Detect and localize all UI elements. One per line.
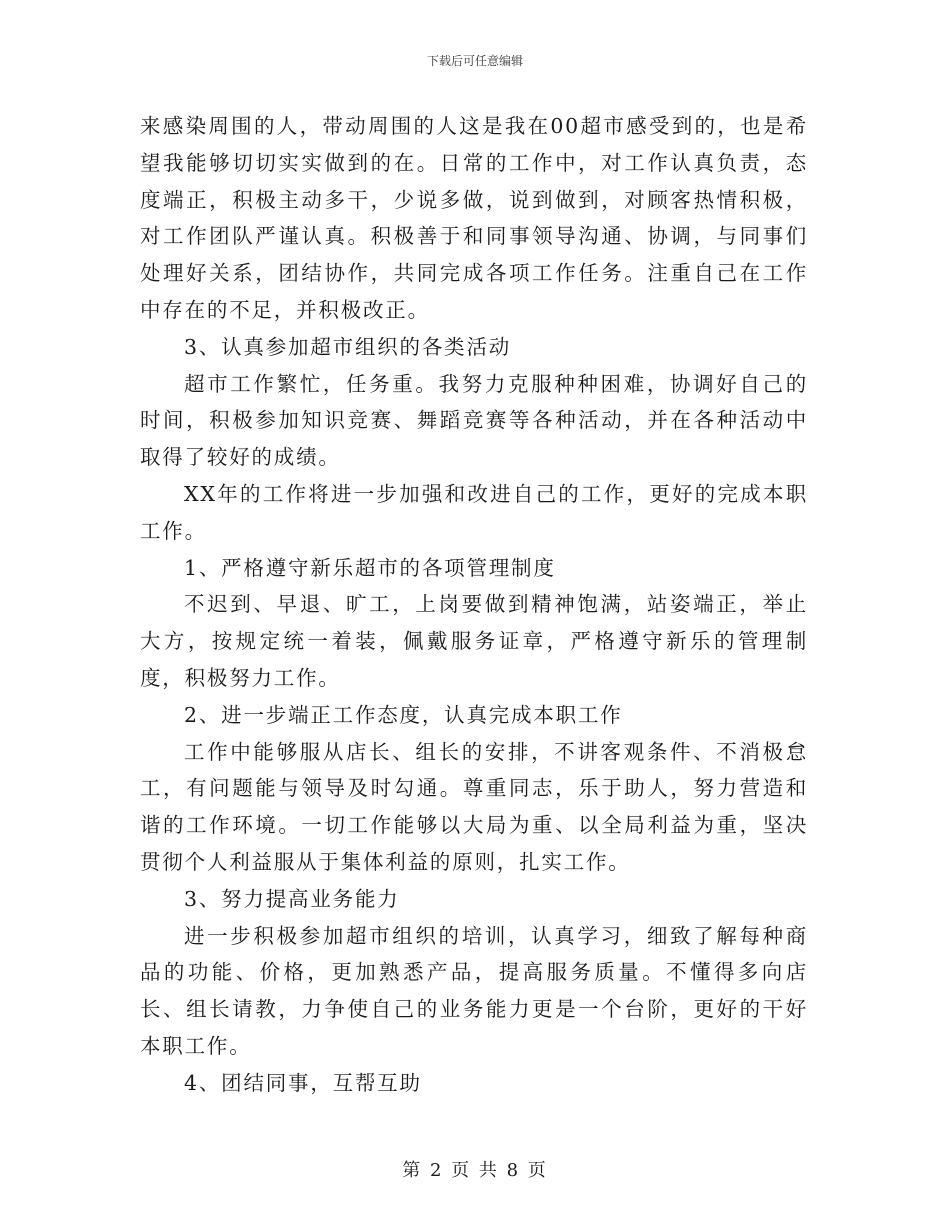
paragraph-attitude: 工作中能够服从店长、组长的安排，不讲客观条件、不消极怠工，有问题能与领导及时勾通。尊重同志，乐于助人，努力营造和谐的工作环境。一切工作能够以大局为重、以全局利益为重，坚决贯彻个人利益服从于集体利益的原则，扎实工作。 — [140, 739, 808, 874]
paragraph-activities: 超市工作繁忙，任务重。我努力克服种种困难，协调好自己的时间，积极参加知识竞赛、舞蹈竞赛等各种活动，并在各种活动中取得了较好的成绩。 — [140, 371, 808, 470]
heading-rules: 1、严格遵守新乐超市的各项管理制度 — [184, 555, 556, 580]
heading-teamwork: 4、团结同事，互帮互助 — [184, 1070, 422, 1095]
paragraph-rules: 不迟到、早退、旷工，上岗要做到精神饱满，站姿端正，举止大方，按规定统一着装，佩戴服务证章，严格遵守新乐的管理制度，积极努力工作。 — [140, 592, 808, 690]
page-number: 第 2 页 共 8 页 — [402, 1160, 548, 1181]
heading-ability: 3、努力提高业务能力 — [184, 886, 400, 911]
heading-attitude: 2、进一步端正工作态度，认真完成本职工作 — [184, 702, 623, 727]
page-header: 下载后可任意编辑 — [426, 54, 523, 68]
document-body — [140, 108, 808, 1102]
paragraph-continuation: 来感染周围的人，带动周围的人这是我在00超市感受到的，也是希望我能够切切实实做到的在。日常的工作中，对工作认真负责，态度端正，积极主动多干，少说多做，说到做到，对顾客热情积极，对工作团队严谨认真。积极善于和同事领导沟通、协调，与同事们处理好关系，团结协作，共同完成各项工作任务。注重自己在工作中存在的不足，并积极改正。 — [140, 114, 808, 322]
paragraph-ability: 进一步积极参加超市组织的培训，认真学习，细致了解每种商品的功能、价格，更加熟悉产品，提高服务质量。不懂得多向店长、组长请教，力争使自己的业务能力更是一个台阶，更好的干好本职工作。 — [140, 923, 808, 1058]
heading-activities: 3、认真参加超市组织的各类活动 — [184, 334, 512, 359]
paragraph-next-year: XX年的工作将进一步加强和改进自己的工作，更好的完成本职工作。 — [140, 481, 808, 543]
